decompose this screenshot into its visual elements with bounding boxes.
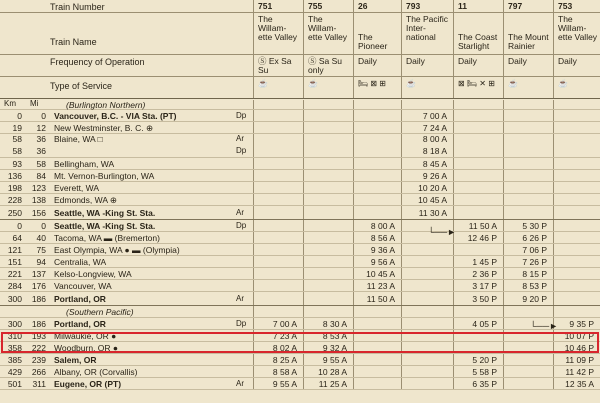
- time-cell: [453, 134, 503, 144]
- km-label: Km: [4, 99, 16, 108]
- time-cell: [401, 366, 453, 377]
- time-cell: [453, 244, 503, 255]
- time-cell: [401, 292, 453, 305]
- station-name: Albany, OR (Corvallis): [54, 367, 138, 377]
- timetable-row: [0, 306, 600, 318]
- time-cell: 10 28 A: [303, 366, 353, 377]
- time-cell: [503, 378, 553, 389]
- time-cell: 10 45 A: [353, 268, 401, 279]
- km-value: 64: [12, 233, 22, 243]
- timetable-row: [0, 280, 600, 292]
- time-cell: [253, 232, 303, 243]
- time-cell: [553, 292, 600, 305]
- station-name: Seattle, WA -King St. Sta.: [54, 221, 156, 231]
- timetable-row: [0, 318, 600, 330]
- time-cell: [353, 110, 401, 121]
- time-cell: 9 32 A: [303, 342, 353, 353]
- train-name-753: The Willam- ette Valley: [553, 13, 600, 54]
- time-cell: 9 36 A: [353, 244, 401, 255]
- km-value: 284: [7, 281, 22, 291]
- km-value: 136: [7, 171, 22, 181]
- station-name: Portland, OR: [54, 294, 106, 304]
- train-name-row: [0, 13, 600, 55]
- train-number-751: 751: [253, 0, 303, 12]
- time-cell: [503, 354, 553, 365]
- km-value: 198: [7, 183, 22, 193]
- time-cell: [253, 256, 303, 267]
- km-value: 250: [7, 208, 22, 218]
- time-cell: 9 56 A: [353, 256, 401, 267]
- mi-value: 176: [31, 281, 46, 291]
- time-cell: [453, 206, 503, 219]
- timetable-row: [0, 122, 600, 134]
- time-cell: [353, 354, 401, 365]
- station-name: (Southern Pacific): [66, 307, 134, 317]
- train-name-label: Train Name: [50, 37, 97, 47]
- time-cell: [503, 122, 553, 133]
- station-name: Blaine, WA □: [54, 134, 103, 144]
- timetable-row: [0, 100, 600, 110]
- time-cell: [503, 194, 553, 205]
- km-value: 58: [12, 146, 22, 156]
- connection-arrow-icon: └──►: [428, 227, 457, 237]
- time-cell: [553, 280, 600, 291]
- time-cell: [453, 306, 503, 317]
- time-cell: 11 09 P: [553, 354, 600, 365]
- train-number-row: [0, 0, 600, 13]
- time-cell: 10 45 A: [401, 194, 453, 205]
- km-value: 300: [7, 294, 22, 304]
- km-value: 121: [7, 245, 22, 255]
- time-cell: [553, 256, 600, 267]
- time-cell: 11 42 P: [553, 366, 600, 377]
- time-cell: [553, 268, 600, 279]
- time-cell: [553, 220, 600, 231]
- arrive-depart-marker: Dp: [236, 146, 247, 155]
- time-cell: [303, 110, 353, 121]
- time-cell: 5 30 P: [503, 220, 553, 231]
- time-cell: 8 25 A: [253, 354, 303, 365]
- arrive-depart-marker: Dp: [236, 111, 247, 120]
- freq-793: Daily: [401, 55, 453, 76]
- time-cell: [353, 378, 401, 389]
- time-cell: 9 55 A: [253, 378, 303, 389]
- time-cell: 8 15 P: [503, 268, 553, 279]
- service-751: ☕: [253, 77, 303, 98]
- time-cell: 11 25 A: [303, 378, 353, 389]
- freq-751: Ⓢ Ex Sa Su: [253, 55, 303, 76]
- time-cell: [453, 170, 503, 181]
- timetable-row: [0, 232, 600, 244]
- km-value: 151: [7, 257, 22, 267]
- arrive-depart-marker: Dp: [236, 319, 247, 328]
- mi-value: 75: [36, 245, 46, 255]
- train-number-797: 797: [503, 0, 553, 12]
- time-cell: 7 00 A: [253, 318, 303, 329]
- service-793: ☕: [401, 77, 453, 98]
- time-cell: [503, 170, 553, 181]
- highlight-box: [1, 332, 599, 353]
- time-cell: 12 46 P: [453, 232, 503, 243]
- time-cell: [553, 134, 600, 144]
- station-name: Vancouver, WA: [54, 281, 112, 291]
- time-cell: [503, 366, 553, 377]
- time-cell: [353, 122, 401, 133]
- mi-value: 186: [31, 294, 46, 304]
- time-cell: 12 35 A: [553, 378, 600, 389]
- time-cell: 9 26 A: [401, 170, 453, 181]
- time-cell: [453, 110, 503, 121]
- freq-11: Daily: [453, 55, 503, 76]
- time-cell: 9 55 A: [303, 354, 353, 365]
- time-cell: [303, 268, 353, 279]
- time-cell: [553, 244, 600, 255]
- time-cell: [353, 170, 401, 181]
- time-cell: 6 26 P: [503, 232, 553, 243]
- mi-value: 36: [36, 146, 46, 156]
- timetable-row: [0, 354, 600, 366]
- time-cell: [253, 244, 303, 255]
- train-number-793: 793: [401, 0, 453, 12]
- mi-value: 222: [31, 343, 46, 353]
- km-value: 58: [12, 134, 22, 144]
- station-name: Centralia, WA: [54, 257, 107, 267]
- timetable-row: [0, 292, 600, 306]
- time-cell: [253, 220, 303, 231]
- time-cell: [503, 100, 553, 109]
- time-cell: [401, 280, 453, 291]
- time-cell: 8 18 A: [401, 144, 453, 157]
- time-cell: 6 35 P: [453, 378, 503, 389]
- station-name: Woodburn, OR ●: [54, 343, 119, 353]
- mi-value: 137: [31, 269, 46, 279]
- time-cell: [253, 122, 303, 133]
- time-cell: 11 50 A: [353, 292, 401, 305]
- station-name: Kelso-Longview, WA: [54, 269, 132, 279]
- km-value: 429: [7, 367, 22, 377]
- time-cell: [503, 134, 553, 144]
- time-cell: [303, 100, 353, 109]
- service-26: 🛏 ⊠ ⊞: [353, 77, 401, 98]
- time-cell: 7 26 P: [503, 256, 553, 267]
- timetable-row: [0, 194, 600, 206]
- time-cell: [401, 100, 453, 109]
- mi-value: 58: [36, 159, 46, 169]
- time-cell: [253, 194, 303, 205]
- station-name: New Westminster, B. C. ⊕: [54, 123, 154, 133]
- time-cell: 3 17 P: [453, 280, 503, 291]
- timetable-row: [0, 378, 600, 390]
- time-cell: 8 58 A: [253, 366, 303, 377]
- time-cell: [401, 306, 453, 317]
- time-cell: [303, 158, 353, 169]
- freq-753: Daily: [553, 55, 600, 76]
- time-cell: [303, 220, 353, 231]
- km-value: 0: [17, 111, 22, 121]
- time-cell: [253, 110, 303, 121]
- time-cell: 11 23 A: [353, 280, 401, 291]
- time-cell: [553, 206, 600, 219]
- time-cell: [303, 292, 353, 305]
- mi-value: 36: [36, 134, 46, 144]
- arrive-depart-marker: Ar: [236, 379, 244, 388]
- time-cell: 8 53 A: [303, 330, 353, 341]
- time-cell: [303, 206, 353, 219]
- train-name-751: The Willam- ette Valley: [253, 13, 303, 54]
- time-cell: [303, 194, 353, 205]
- train-name-797: The Mount Rainier: [503, 13, 553, 54]
- time-cell: [553, 144, 600, 157]
- timetable-row: [0, 110, 600, 122]
- train-number-11: 11: [453, 0, 503, 12]
- time-cell: [253, 170, 303, 181]
- time-cell: [401, 268, 453, 279]
- timetable-row: [0, 144, 600, 158]
- time-cell: [503, 144, 553, 157]
- km-value: 19: [12, 123, 22, 133]
- train-name-755: The Willam- ette Valley: [303, 13, 353, 54]
- time-cell: [453, 158, 503, 169]
- km-value: 228: [7, 195, 22, 205]
- mi-value: 138: [31, 195, 46, 205]
- time-cell: [353, 194, 401, 205]
- time-cell: [503, 206, 553, 219]
- freq-26: Daily: [353, 55, 401, 76]
- time-cell: [303, 122, 353, 133]
- time-cell: [503, 158, 553, 169]
- time-cell: 5 58 P: [453, 366, 503, 377]
- station-name: Bellingham, WA: [54, 159, 115, 169]
- time-cell: [353, 306, 401, 317]
- time-cell: [253, 280, 303, 291]
- timetable-row: [0, 366, 600, 378]
- mi-value: 0: [41, 111, 46, 121]
- time-cell: [553, 100, 600, 109]
- arrive-depart-marker: Ar: [236, 294, 244, 303]
- time-cell: [353, 134, 401, 144]
- time-cell: [303, 306, 353, 317]
- mi-value: 0: [41, 221, 46, 231]
- time-cell: 8 02 A: [253, 342, 303, 353]
- time-cell: [253, 100, 303, 109]
- time-cell: [553, 306, 600, 317]
- time-cell: [253, 268, 303, 279]
- train-number-label: Train Number: [50, 2, 105, 12]
- km-value: 310: [7, 331, 22, 341]
- time-cell: [303, 134, 353, 144]
- timetable-row: [0, 220, 600, 232]
- time-cell: 7 00 A: [401, 110, 453, 121]
- station-name: Everett, WA: [54, 183, 100, 193]
- freq-755: Ⓢ Sa Su only: [303, 55, 353, 76]
- time-cell: [303, 170, 353, 181]
- mi-value: 40: [36, 233, 46, 243]
- station-name: Tacoma, WA ▬ (Bremerton): [54, 233, 160, 243]
- mi-value: 94: [36, 257, 46, 267]
- station-name: Vancouver, B.C. - VIA Sta. (PT): [54, 111, 177, 121]
- time-cell: 7 23 A: [253, 330, 303, 341]
- time-cell: 8 53 P: [503, 280, 553, 291]
- time-cell: [401, 378, 453, 389]
- time-cell: [553, 122, 600, 133]
- time-cell: [401, 318, 453, 329]
- time-cell: [253, 206, 303, 219]
- service-11: ⊠ 🛏 ✕ ⊞: [453, 77, 503, 98]
- service-753: ☕: [553, 77, 600, 98]
- time-cell: [303, 244, 353, 255]
- time-cell: 7 24 A: [401, 122, 453, 133]
- arrive-depart-marker: Ar: [236, 134, 244, 143]
- time-cell: 1 45 P: [453, 256, 503, 267]
- time-cell: [503, 306, 553, 317]
- station-name: East Olympia, WA ● ▬ (Olympia): [54, 245, 180, 255]
- train-number-755: 755: [303, 0, 353, 12]
- station-name: Seattle, WA -King St. Sta.: [54, 208, 156, 218]
- mi-value: 239: [31, 355, 46, 365]
- time-cell: [303, 280, 353, 291]
- service-row: [0, 77, 600, 99]
- time-cell: [553, 182, 600, 193]
- mi-value: 84: [36, 171, 46, 181]
- mi-value: 266: [31, 367, 46, 377]
- time-cell: 4 05 P: [453, 318, 503, 329]
- timetable-row: [0, 158, 600, 170]
- timetable-row: [0, 134, 600, 144]
- mi-value: 123: [31, 183, 46, 193]
- freq-797: Daily: [503, 55, 553, 76]
- time-cell: [353, 318, 401, 329]
- time-cell: [253, 306, 303, 317]
- time-cell: 5 20 P: [453, 354, 503, 365]
- km-value: 93: [12, 159, 22, 169]
- km-value: 300: [7, 319, 22, 329]
- time-cell: 9 35 P: [553, 318, 600, 329]
- time-cell: [401, 354, 453, 365]
- km-value: 358: [7, 343, 22, 353]
- km-value: 0: [17, 221, 22, 231]
- time-cell: [553, 158, 600, 169]
- station-name: Eugene, OR (PT): [54, 379, 122, 389]
- mi-value: 156: [31, 208, 46, 218]
- service-755: ☕: [303, 77, 353, 98]
- time-cell: [453, 122, 503, 133]
- time-cell: [553, 194, 600, 205]
- time-cell: [353, 158, 401, 169]
- time-cell: 8 00 A: [353, 220, 401, 231]
- time-cell: [453, 182, 503, 193]
- time-cell: 8 45 A: [401, 158, 453, 169]
- time-cell: [353, 144, 401, 157]
- time-cell: 2 36 P: [453, 268, 503, 279]
- time-cell: [401, 256, 453, 267]
- timetable-row: [0, 170, 600, 182]
- time-cell: [303, 232, 353, 243]
- time-cell: 7 06 P: [503, 244, 553, 255]
- time-cell: [253, 134, 303, 144]
- timetable-row: [0, 256, 600, 268]
- time-cell: 8 30 A: [303, 318, 353, 329]
- train-number-26: 26: [353, 0, 401, 12]
- timetable-row: [0, 268, 600, 280]
- time-cell: [253, 158, 303, 169]
- time-cell: [553, 170, 600, 181]
- station-name: (Burlington Northern): [66, 100, 146, 110]
- station-name: Mt. Vernon-Burlington, WA: [54, 171, 155, 181]
- mi-value: 186: [31, 319, 46, 329]
- km-value: 221: [7, 269, 22, 279]
- time-cell: [253, 292, 303, 305]
- time-cell: [353, 366, 401, 377]
- frequency-label: Frequency of Operation: [50, 57, 145, 67]
- time-cell: 10 07 P: [553, 330, 600, 341]
- mi-label: Mi: [30, 99, 39, 108]
- station-name: Edmonds, WA ⊕: [54, 195, 118, 205]
- mi-value: 193: [31, 331, 46, 341]
- time-cell: 3 50 P: [453, 292, 503, 305]
- arrive-depart-marker: Ar: [236, 208, 244, 217]
- km-value: 385: [7, 355, 22, 365]
- mi-value: 311: [32, 379, 46, 389]
- time-cell: [553, 110, 600, 121]
- time-cell: [353, 206, 401, 219]
- train-name-793: The Pacific Inter- national: [401, 13, 453, 54]
- time-cell: [553, 232, 600, 243]
- time-cell: 10 20 A: [401, 182, 453, 193]
- time-cell: [453, 194, 503, 205]
- time-cell: [401, 244, 453, 255]
- timetable-row: [0, 244, 600, 256]
- time-cell: [303, 144, 353, 157]
- time-cell: [253, 144, 303, 157]
- time-cell: [503, 182, 553, 193]
- mi-value: 12: [36, 123, 46, 133]
- time-cell: [353, 100, 401, 109]
- station-name: Salem, OR: [54, 355, 97, 365]
- connection-arrow-icon: └──►: [530, 321, 559, 331]
- train-name-11: The Coast Starlight: [453, 13, 503, 54]
- time-cell: 11 30 A: [401, 206, 453, 219]
- time-cell: [303, 182, 353, 193]
- service-797: ☕: [503, 77, 553, 98]
- km-value: 501: [7, 379, 22, 389]
- time-cell: [353, 182, 401, 193]
- station-name: Milwaukie, OR ●: [54, 331, 117, 341]
- frequency-row: [0, 55, 600, 77]
- time-cell: [503, 110, 553, 121]
- timetable-row: [0, 182, 600, 194]
- time-cell: 8 00 A: [401, 134, 453, 144]
- time-cell: 11 50 A: [453, 220, 503, 231]
- train-name-26: The Pioneer: [353, 13, 401, 54]
- time-cell: [303, 256, 353, 267]
- time-cell: 9 20 P: [503, 292, 553, 305]
- time-cell: 10 46 P: [553, 342, 600, 353]
- arrive-depart-marker: Dp: [236, 221, 247, 230]
- time-cell: 8 56 A: [353, 232, 401, 243]
- station-name: Portland, OR: [54, 319, 106, 329]
- time-cell: [453, 100, 503, 109]
- time-cell: [253, 182, 303, 193]
- timetable-row: [0, 206, 600, 220]
- train-number-753: 753: [553, 0, 600, 12]
- service-label: Type of Service: [50, 81, 113, 91]
- time-cell: [453, 144, 503, 157]
